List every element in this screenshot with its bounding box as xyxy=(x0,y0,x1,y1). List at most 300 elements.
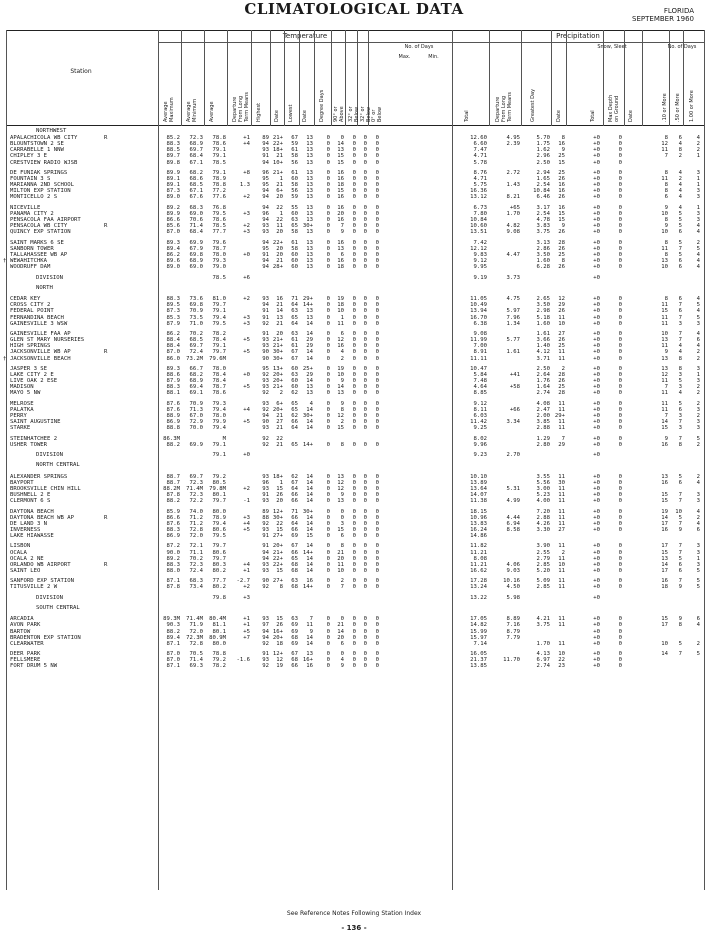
table-cell: 94 xyxy=(262,302,269,309)
precip-column-heading: Total xyxy=(464,110,470,122)
table-cell: 3 xyxy=(678,384,682,391)
table-cell: 0 xyxy=(326,182,330,189)
table-cell: 5.23 xyxy=(536,492,550,499)
table-cell: 17 xyxy=(661,543,668,550)
station-name: FORT DRUM 5 NW xyxy=(10,663,58,670)
table-cell: 0 xyxy=(375,498,379,505)
table-cell: 0 xyxy=(618,365,622,372)
table-cell: 7 xyxy=(664,413,668,420)
table-cell: 95 xyxy=(262,176,269,183)
table-cell: 12 xyxy=(337,479,344,486)
table-cell: 94 xyxy=(262,264,269,271)
column-divider xyxy=(603,30,604,126)
station-name: MAYO 5 NW xyxy=(10,390,41,397)
table-cell: 0 xyxy=(618,296,622,303)
table-cell: 0 xyxy=(326,584,330,591)
table-cell: 0 xyxy=(363,384,367,391)
table-cell: 0 xyxy=(375,561,379,568)
table-cell: 9 xyxy=(678,616,682,623)
reference-note: See Reference Notes Following Station Index xyxy=(286,910,422,917)
table-cell: 0 xyxy=(375,634,379,641)
table-cell: 7 xyxy=(340,223,344,230)
table-cell: 72.4 xyxy=(189,567,203,574)
table-cell: 79.4 xyxy=(212,406,226,413)
table-cell: 0 xyxy=(363,520,367,527)
table-cell: 67 xyxy=(291,543,298,550)
table-cell: 29 xyxy=(558,302,565,309)
table-cell: 0 xyxy=(375,135,379,141)
table-cell: 0 xyxy=(375,622,379,629)
table-cell: 9 xyxy=(664,349,668,356)
precip-days-header: No. of Days xyxy=(667,44,697,50)
table-cell: 9 xyxy=(309,628,313,635)
table-cell: 12.60 xyxy=(470,135,487,141)
table-cell: 0 xyxy=(618,425,622,432)
table-cell: 4.99 xyxy=(506,498,520,505)
table-cell: 15 xyxy=(558,217,565,224)
table-cell: 0 xyxy=(618,441,622,448)
table-cell: 0 xyxy=(363,314,367,321)
table-cell: 87.1 xyxy=(166,663,180,670)
table-cell: 14 xyxy=(306,567,313,574)
table-cell: 8.79 xyxy=(506,628,520,635)
table-cell: 11 xyxy=(337,320,344,327)
table-cell: 94 xyxy=(262,258,269,265)
table-cell: 3 xyxy=(696,365,700,372)
table-cell: 0 xyxy=(618,176,622,183)
table-cell: 4 xyxy=(678,349,682,356)
table-cell: 5 xyxy=(696,578,700,585)
table-cell: 78.6 xyxy=(212,390,226,397)
table-cell: 0 xyxy=(618,584,622,591)
table-cell: 71 xyxy=(291,296,298,303)
table-cell: 0 xyxy=(326,473,330,480)
table-cell: 0 xyxy=(618,549,622,556)
table-cell: 0 xyxy=(375,176,379,183)
table-cell: 7 xyxy=(678,549,682,556)
table-cell: 12 xyxy=(276,657,283,664)
table-cell: 0 xyxy=(375,584,379,591)
table-cell: 13 xyxy=(306,308,313,315)
table-cell: 11.11 xyxy=(470,355,487,362)
table-cell: 0 xyxy=(363,622,367,629)
table-cell: 79.1 xyxy=(212,169,226,176)
table-cell: 2.70 xyxy=(506,452,520,459)
table-cell: 72.2 xyxy=(189,498,203,505)
table-cell: +1 xyxy=(243,616,250,623)
table-cell: 0 xyxy=(326,663,330,670)
table-cell: +7 xyxy=(243,634,250,641)
table-cell: 7 xyxy=(678,435,682,442)
table-cell: 0 xyxy=(352,204,356,211)
table-cell: 69.7 xyxy=(189,343,203,350)
table-cell: 14 xyxy=(661,561,668,568)
table-cell: 13 xyxy=(306,651,313,658)
table-cell: 22 xyxy=(276,520,283,527)
table-cell: 1.34 xyxy=(506,320,520,327)
table-cell: 67.9 xyxy=(189,245,203,252)
table-cell: +0 xyxy=(593,217,600,224)
table-cell: 8 xyxy=(340,441,344,448)
table-cell: 3.75 xyxy=(536,622,550,629)
table-cell: 2.96 xyxy=(536,153,550,160)
table-cell: 0 xyxy=(375,182,379,189)
table-cell: +4 xyxy=(243,141,250,148)
table-cell: 69 xyxy=(291,622,298,629)
table-cell: 21 xyxy=(276,441,283,448)
table-cell: 68.4 xyxy=(189,153,203,160)
table-cell: +0 xyxy=(593,640,600,647)
table-cell: 94 xyxy=(262,628,269,635)
table-cell: 78.6 xyxy=(212,141,226,148)
table-cell: 0 xyxy=(363,390,367,397)
table-cell: 79.6M xyxy=(209,355,226,362)
table-cell: 59 xyxy=(291,141,298,148)
table-cell: 79.3 xyxy=(212,400,226,407)
table-cell: 67.6 xyxy=(189,194,203,201)
table-cell: 0 xyxy=(352,384,356,391)
table-cell: 78.4 xyxy=(212,372,226,378)
table-cell: +0 xyxy=(593,555,600,562)
table-cell: 22 xyxy=(276,435,283,442)
table-cell: 0 xyxy=(375,419,379,426)
table-cell: 18+ xyxy=(272,147,283,154)
table-cell: 5 xyxy=(678,555,682,562)
section-header-row xyxy=(0,285,708,292)
table-cell: 0 xyxy=(352,320,356,327)
table-cell: 0 xyxy=(363,657,367,664)
table-cell: 0 xyxy=(363,485,367,492)
table-cell: 2 xyxy=(696,441,700,448)
table-cell: +58 xyxy=(509,384,520,391)
table-cell: 0 xyxy=(618,622,622,629)
table-cell: 0 xyxy=(375,441,379,448)
min-header: Min. xyxy=(428,54,439,60)
table-cell: 2.54 xyxy=(536,210,550,217)
table-cell: 7 xyxy=(678,498,682,505)
table-cell: 21 xyxy=(276,425,283,432)
table-cell: 0 xyxy=(326,543,330,550)
table-cell: 11 xyxy=(558,492,565,499)
table-cell: 5 xyxy=(696,584,700,591)
station-name: BARTOW xyxy=(10,628,31,635)
table-cell: 5.31 xyxy=(506,485,520,492)
table-cell: 13.94 xyxy=(470,308,487,315)
column-divider xyxy=(181,30,182,126)
table-cell: 5 xyxy=(696,302,700,309)
table-cell: 0 xyxy=(618,204,622,211)
table-cell: 0 xyxy=(375,543,379,550)
table-cell: 94 xyxy=(262,194,269,201)
table-cell: 0 xyxy=(618,616,622,623)
table-cell: 0 xyxy=(363,406,367,413)
table-cell: 79.1 xyxy=(212,343,226,350)
table-cell: 2 xyxy=(696,384,700,391)
table-cell: 11 xyxy=(558,485,565,492)
section-header-row xyxy=(0,605,708,612)
table-cell: 10.84 xyxy=(470,217,487,224)
table-cell: 0 xyxy=(375,349,379,356)
table-cell: 88.3 xyxy=(166,384,180,391)
table-cell: 7 xyxy=(678,578,682,585)
table-cell: 28+ xyxy=(272,264,283,271)
table-cell: 0 xyxy=(375,153,379,160)
table-cell: 0 xyxy=(352,657,356,664)
table-cell: 78.6 xyxy=(212,217,226,224)
table-cell: 5.20 xyxy=(536,567,550,574)
table-cell: 1.40 xyxy=(536,343,550,350)
table-cell: 0 xyxy=(363,526,367,533)
table-cell: +0 xyxy=(593,584,600,591)
table-cell: 89.2 xyxy=(166,555,180,562)
table-cell: 14 xyxy=(306,406,313,413)
table-cell: 5 xyxy=(678,223,682,230)
table-cell: 4 xyxy=(696,251,700,258)
table-cell: 8.11 xyxy=(473,406,487,413)
station-name: PERRY xyxy=(10,413,27,420)
table-cell: 90.3 xyxy=(166,622,180,629)
column-divider xyxy=(642,30,643,126)
station-name: LAKE HIAWASSE xyxy=(10,533,54,540)
table-cell: 88.2 xyxy=(166,441,180,448)
table-cell: 71.0 xyxy=(189,320,203,327)
table-cell: 11 xyxy=(661,378,668,385)
table-cell: 93 xyxy=(262,296,269,303)
table-cell: +8 xyxy=(243,169,250,176)
table-cell: 0 xyxy=(340,651,344,658)
table-cell: 0 xyxy=(363,514,367,521)
table-cell: 70.9 xyxy=(189,400,203,407)
table-cell: 12.12 xyxy=(470,245,487,252)
table-cell: 4.78 xyxy=(536,217,550,224)
table-cell: 11 xyxy=(558,520,565,527)
temp-column-heading: Degree Days xyxy=(319,89,325,122)
table-cell: 13.12 xyxy=(470,194,487,201)
table-cell: 3.83 xyxy=(536,223,550,230)
table-cell: +0 xyxy=(593,251,600,258)
table-cell: 0 xyxy=(618,330,622,337)
table-cell: 0 xyxy=(352,365,356,372)
table-cell: 6.03 xyxy=(473,413,487,420)
station-column-header: Station xyxy=(70,68,92,75)
table-cell: 3.50 xyxy=(536,251,550,258)
table-cell: 0 xyxy=(352,498,356,505)
table-cell: 63 xyxy=(291,308,298,315)
table-cell: 5 xyxy=(678,640,682,647)
station-name: ORLANDO WB AIRPORT xyxy=(10,561,71,568)
table-cell: 93 xyxy=(262,567,269,574)
table-cell: 6 xyxy=(678,135,682,141)
table-cell: 4 xyxy=(696,520,700,527)
table-cell: 1.76 xyxy=(536,378,550,385)
table-cell: 20 xyxy=(337,210,344,217)
table-cell: 0 xyxy=(326,229,330,236)
table-cell: +0 xyxy=(593,302,600,309)
table-cell: 11 xyxy=(558,349,565,356)
table-cell: 69.9 xyxy=(189,441,203,448)
table-cell: 21+ xyxy=(272,135,283,141)
table-cell: 21 xyxy=(276,153,283,160)
table-cell: 0 xyxy=(326,365,330,372)
table-cell: 93 xyxy=(262,378,269,385)
table-cell: 25 xyxy=(558,153,565,160)
table-cell: +5 xyxy=(243,419,250,426)
table-cell: 10.16 xyxy=(503,578,520,585)
table-cell: 13.22 xyxy=(470,594,487,601)
table-cell: 0 xyxy=(326,258,330,265)
table-cell: 9 xyxy=(678,526,682,533)
table-cell: 0 xyxy=(618,508,622,515)
table-cell: 16.70 xyxy=(470,314,487,321)
table-cell: 13 xyxy=(306,135,313,141)
table-cell: 3.30 xyxy=(536,526,550,533)
table-cell: 85.9 xyxy=(166,508,180,515)
table-cell: 80.0 xyxy=(212,508,226,515)
table-cell: 11 xyxy=(661,245,668,252)
table-cell: 79.7 xyxy=(212,302,226,309)
station-name: SANFORD EXP STATION xyxy=(10,578,74,585)
table-cell: 15 xyxy=(661,492,668,499)
table-cell: +0 xyxy=(593,229,600,236)
table-cell: 14 xyxy=(306,498,313,505)
table-cell: 66 xyxy=(291,663,298,670)
table-cell: 22 xyxy=(276,204,283,211)
table-cell: 0 xyxy=(326,135,330,141)
table-cell: 2.50 xyxy=(536,365,550,372)
table-cell: 72.8 xyxy=(189,526,203,533)
station-name: DEER PARK xyxy=(10,651,41,658)
table-cell: 0 xyxy=(326,555,330,562)
table-cell: 0 xyxy=(326,616,330,623)
table-cell: 20 xyxy=(337,634,344,641)
table-cell: 0 xyxy=(326,159,330,166)
table-cell: 3.17 xyxy=(536,204,550,211)
table-cell: 71.2 xyxy=(189,514,203,521)
table-cell: 0 xyxy=(618,651,622,658)
station-name: PENSACOLA WB CITY xyxy=(10,223,68,230)
table-cell: +0 xyxy=(593,264,600,271)
table-cell: 0 xyxy=(375,390,379,397)
table-cell: 8 xyxy=(279,584,283,591)
table-cell: +0 xyxy=(593,378,600,385)
table-cell: 10 xyxy=(661,640,668,647)
table-cell: 88.3 xyxy=(166,296,180,303)
table-cell: 0 xyxy=(363,628,367,635)
table-cell: 0 xyxy=(326,330,330,337)
table-cell: 0 xyxy=(375,578,379,585)
table-cell: 0 xyxy=(375,473,379,480)
table-cell: 14+ xyxy=(302,302,313,309)
table-cell: 0 xyxy=(326,302,330,309)
recorder-flag: R xyxy=(104,349,108,356)
table-cell: 0 xyxy=(352,419,356,426)
table-cell: 8 xyxy=(664,188,668,195)
table-cell: 65 xyxy=(291,314,298,321)
table-cell: 4.13 xyxy=(536,651,550,658)
station-table xyxy=(0,128,708,670)
table-cell: 0 xyxy=(352,330,356,337)
table-cell: 3.71 xyxy=(536,355,550,362)
station-name: TITUSVILLE 2 W xyxy=(10,584,58,591)
table-cell: -1 xyxy=(243,498,250,505)
temp-days-header: No. of Days xyxy=(404,44,434,50)
temp-column-heading: Departure From Long Term Means xyxy=(232,92,250,122)
table-cell: 71.9 xyxy=(189,622,203,629)
table-cell: 3.75 xyxy=(536,229,550,236)
table-cell: 20+ xyxy=(272,543,283,550)
table-cell: 5.84 xyxy=(473,372,487,378)
section-header-row xyxy=(0,128,708,135)
table-cell: 28 xyxy=(558,372,565,378)
table-cell: 10 xyxy=(337,308,344,315)
table-cell: 81.1 xyxy=(212,622,226,629)
table-cell: 0 xyxy=(618,147,622,154)
table-cell: 13 xyxy=(661,555,668,562)
table-cell: 14.82 xyxy=(470,622,487,629)
table-cell: 0 xyxy=(352,616,356,623)
table-cell: 8.08 xyxy=(473,555,487,562)
table-cell: 3 xyxy=(696,498,700,505)
table-cell: 58 xyxy=(291,182,298,189)
table-cell: 0 xyxy=(363,651,367,658)
table-cell: 7 xyxy=(678,314,682,321)
table-cell: 73.2M xyxy=(186,355,203,362)
table-cell: 1.75 xyxy=(536,141,550,148)
table-cell: 87.9 xyxy=(166,378,180,385)
table-cell: 91 xyxy=(262,251,269,258)
table-cell: 91 xyxy=(262,651,269,658)
table-cell: 0 xyxy=(618,378,622,385)
table-cell: 13 xyxy=(306,390,313,397)
table-cell: 8 xyxy=(678,355,682,362)
table-cell: 0 xyxy=(375,302,379,309)
table-cell: 63 xyxy=(291,330,298,337)
table-cell: 88.9 xyxy=(166,413,180,420)
table-cell: 0 xyxy=(352,182,356,189)
table-cell: 5.18 xyxy=(536,314,550,321)
table-cell: 10 xyxy=(558,320,565,327)
table-cell: 0 xyxy=(352,372,356,378)
table-cell: 7 xyxy=(664,384,668,391)
table-cell: 13 xyxy=(306,176,313,183)
table-cell: 7 xyxy=(678,492,682,499)
table-cell: 13 xyxy=(337,473,344,480)
table-cell: 16.62 xyxy=(470,567,487,574)
table-cell: 8.02 xyxy=(473,435,487,442)
table-cell: 5 xyxy=(678,239,682,246)
table-cell: 63 xyxy=(291,578,298,585)
table-cell: 8 xyxy=(561,258,565,265)
table-cell: 2 xyxy=(678,176,682,183)
table-cell: 0 xyxy=(352,622,356,629)
table-cell: +5 xyxy=(243,384,250,391)
table-cell: 0 xyxy=(326,651,330,658)
table-cell: 0 xyxy=(618,135,622,141)
station-name: NICEVILLE xyxy=(10,204,41,211)
station-name: MELROSE xyxy=(10,400,34,407)
table-cell: 0 xyxy=(618,628,622,635)
table-cell: 9.96 xyxy=(473,441,487,448)
table-cell: +0 xyxy=(593,657,600,664)
table-cell: 93 xyxy=(262,425,269,432)
table-cell: 86.9 xyxy=(166,419,180,426)
temperature-group-header: Temperature xyxy=(282,32,328,40)
table-cell: +2 xyxy=(243,296,250,303)
table-cell: 96 xyxy=(262,479,269,486)
table-cell: 0 xyxy=(363,302,367,309)
table-cell: 79.1 xyxy=(212,452,226,459)
table-cell: 0 xyxy=(352,567,356,574)
